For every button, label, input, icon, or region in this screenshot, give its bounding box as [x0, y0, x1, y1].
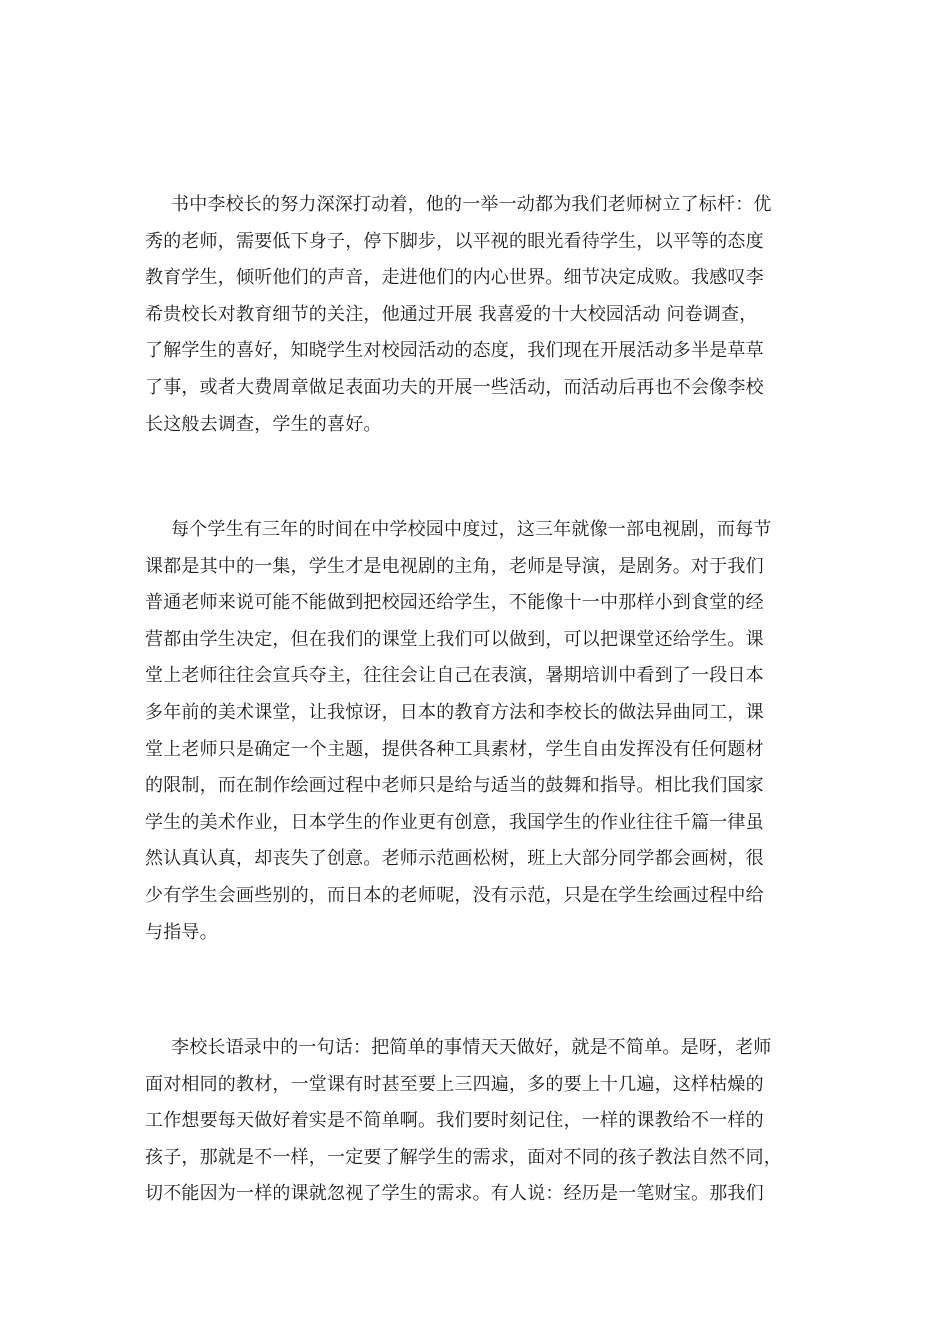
text-line: 堂上老师只是确定一个主题，提供各种工具素材，学生自由发挥没有任何题材: [145, 738, 764, 760]
text-line: 希贵校长对教育细节的关注，他通过开展 我喜爱的十大校园活动 问卷调查，: [145, 303, 758, 325]
paragraph-3: [145, 1030, 805, 1213]
text-line: 长这般去调查，学生的喜好。: [145, 413, 382, 435]
text-line: 切不能因为一样的课就忽视了学生的需求。有人说：经历是一笔财宝。那我们: [145, 1183, 764, 1205]
text-line: 孩子，那就是不一样，一定要了解学生的需求，面对不同的孩子教法自然不同，: [145, 1146, 782, 1168]
text-line: 多年前的美术课堂，让我惊讶，日本的教育方法和李校长的做法异曲同工，课: [145, 701, 764, 723]
paragraph-1: [145, 187, 805, 443]
text-line: 与指导。: [145, 921, 218, 943]
text-line: 面对相同的教材，一堂课有时甚至要上三四遍，多的要上十几遍，这样枯燥的: [145, 1073, 764, 1095]
text-line: 每个学生有三年的时间在中学校园中度过，这三年就像一部电视剧，而每节: [171, 519, 772, 540]
paragraph-2: [145, 512, 805, 951]
text-line: 少有学生会画些别的，而日本的老师呢，没有示范，只是在学生绘画过程中给: [145, 884, 764, 906]
text-line: 课都是其中的一集，学生才是电视剧的主角，老师是导演，是剧务。对于我们: [145, 555, 764, 577]
text-line: 书中李校长的努力深深打动着，他的一举一动都为我们老师树立了标杆：优: [171, 194, 772, 215]
text-line: 李校长语录中的一句话：把简单的事情天天做好，就是不简单。是呀，老师: [171, 1037, 772, 1058]
text-line: 了事，或者大费周章做足表面功夫的开展一些活动，而活动后再也不会像李校: [145, 376, 764, 398]
text-line: 了解学生的喜好，知晓学生对校园活动的态度，我们现在开展活动多半是草草: [145, 340, 764, 362]
text-line: 然认真认真，却丧失了创意。老师示范画松树，班上大部分同学都会画树，很: [145, 848, 764, 870]
text-line: 工作想要每天做好着实是不简单啊。我们要时刻记住，一样的课教给不一样的: [145, 1110, 764, 1132]
text-line: 秀的老师，需要低下身子，停下脚步，以平视的眼光看待学生，以平等的态度: [145, 230, 764, 252]
text-line: 学生的美术作业，日本学生的作业更有创意，我国学生的作业往往千篇一律虽: [145, 811, 764, 833]
text-line: 堂上老师往往会宣兵夺主，往往会让自己在表演，暑期培训中看到了一段日本: [145, 665, 764, 687]
text-line: 教育学生，倾听他们的声音，走进他们的内心世界。细节决定成败。我感叹李: [145, 267, 764, 289]
text-line: 普通老师来说可能不能做到把校园还给学生，不能像十一中那样小到食堂的经: [145, 592, 764, 614]
text-line: 的限制，而在制作绘画过程中老师只是给与适当的鼓舞和指导。相比我们国家: [145, 775, 764, 797]
text-line: 营都由学生决定，但在我们的课堂上我们可以做到，可以把课堂还给学生。课: [145, 628, 764, 650]
